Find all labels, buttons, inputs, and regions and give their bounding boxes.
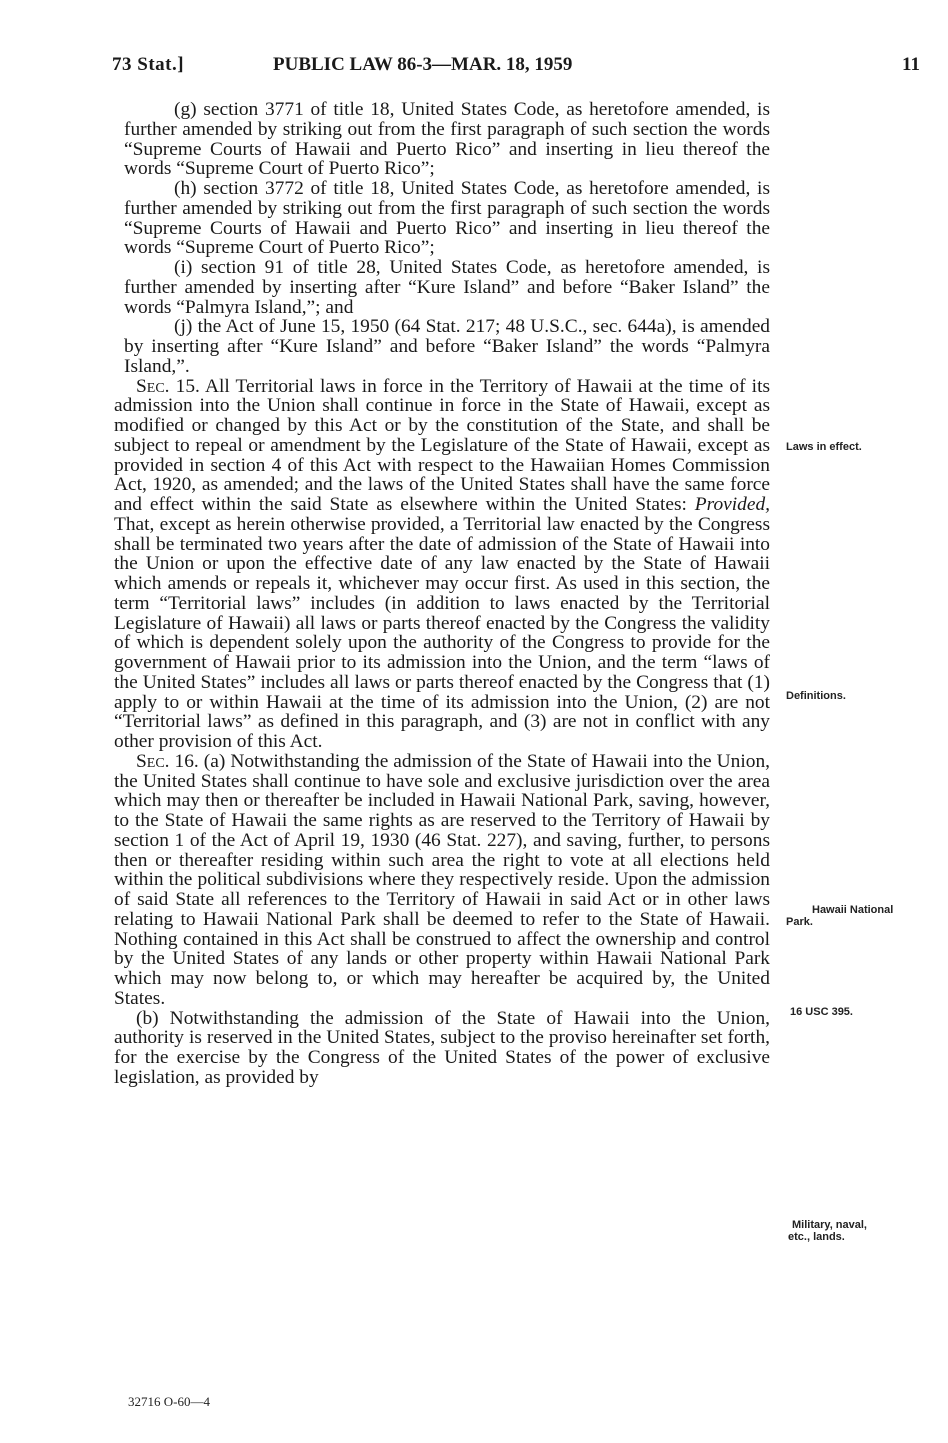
amendment-g: (g) section 3771 of title 18, United States Code, as heretofore amended, is further amended by striking out from the first paragraph of such section the words “Supreme Courts of Hawaii and Puerto Rico” and inserting in lieu thereof the words “Supreme Court of Puerto Rico”; — [124, 99, 770, 180]
stat-reference: 73 Stat.] — [112, 54, 185, 75]
section-16b — [114, 1009, 770, 1088]
margin-note-hawaii-park-line1: Hawaii National — [812, 904, 894, 916]
margin-note-military-line2: etc., lands. — [788, 1231, 845, 1243]
margin-note-usc-ref: 16 USC 395. — [790, 1006, 853, 1018]
section-16-text-a: (a) Notwithstanding the admission of the State of Hawaii into the Union, the United States shall continue to have sole and exclusive jurisdiction over the area which may then or thereafter be included in Hawaii National Park, saving, however, to the State of Hawaii the same rights as are reserved to the Territory of Hawaii by section 1 of the Act of April 19, 1930 (46 Stat. 227), and saving, further, to persons then or thereafter residing within such area the right to vote at all elections held within the political subdivisions where they respectively reside. Upon the admission of said State all references to the Territory of Hawaii in said Act or in other laws relating to Hawaii National Park shall be deemed to refer to the State of Hawaii. Nothing contained in this Act shall be construed to affect the ownership and control by the United States of any lands or other property within Hawaii National Park which may now belong to, or which may hereafter be acquired by, the United States. — [114, 750, 770, 1009]
section-16-text-b: (b) Notwithstanding the admission of the State of Hawaii into the Union, authority is reserved in the United States, subject to the proviso hereinafter set forth, for the exercise by the Congress of the United States of the power of exclusive legislation, as provided by — [114, 1007, 770, 1088]
margin-note-military-line1: Military, naval, — [792, 1219, 867, 1231]
margin-note-definitions: Definitions. — [786, 690, 846, 702]
section-15 — [114, 377, 770, 752]
section-16a — [114, 752, 770, 1009]
section-15-label: Sec. 15. — [136, 375, 200, 397]
section-15-provided: Provided, — [694, 494, 770, 515]
section-16-label: Sec. 16. — [136, 750, 199, 772]
margin-note-laws-in-effect: Laws in effect. — [786, 441, 862, 453]
page-header — [112, 54, 920, 84]
law-title: PUBLIC LAW 86-3—MAR. 18, 1959 — [273, 54, 573, 75]
print-code: 32716 O-60—4 — [128, 1394, 210, 1409]
amendment-h: (h) section 3772 of title 18, United States Code, as heretofore amended, is further amended by striking out from the first paragraph of such section the words “Supreme Courts of Hawaii and Puerto Rico” and inserting in lieu thereof the words “Supreme Court of Puerto Rico”; — [124, 178, 770, 259]
amendment-i: (i) section 91 of title 28, United States Code, as heretofore amended, is further amended by inserting after “Kure Island” and before “Baker Island” the words “Palmyra Island,”; and — [124, 257, 770, 318]
margin-note-hawaii-park-line2: Park. — [786, 916, 813, 928]
page-number: 11 — [902, 54, 920, 75]
section-15-text-b: That, except as herein otherwise provided, a Territorial law enacted by the Congress shall be terminated two years after the date of admission of the State of Hawaii into the Union or upon the effective date of any law enacted by the State of Hawaii which amends or repeals it, whichever may occur first. As used in this section, the term “Territorial laws” includes (in addition to laws enacted by the Territorial Legislature of Hawaii) all laws or parts thereof enacted by the Congress the validity of which is dependent solely upon the authority of the Congress to provide for the government of Hawaii prior to its admission into the Union, and the term “laws of the United States” includes all laws or parts thereof enacted by the Congress that (1) apply to or within Hawaii at the time of its admission into the Union, (2) are not “Territorial laws” as defined in this paragraph, and (3) are not in conflict with any other provision of this Act. — [114, 513, 770, 752]
body-text — [114, 100, 770, 1088]
amendment-list — [114, 100, 770, 377]
amendment-j: (j) the Act of June 15, 1950 (64 Stat. 217; 48 U.S.C., sec. 644a), is amended by inserting after “Kure Island” and before “Baker Island” the words “Palmyra Island,”. — [124, 316, 770, 377]
section-15-text-a: All Territorial laws in force in the Territory of Hawaii at the time of its admission into the Union shall continue in force in the State of Hawaii, except as modified or changed by this Act or by the constitution of the State, and shall be subject to repeal or amendment by the Legislature of the State of Hawaii, except as provided in section 4 of this Act with respect to the Hawaiian Homes Commission Act, 1920, as amended; and the laws of the United States shall have the same force and effect within the said State as elsewhere within the United States: — [114, 375, 770, 515]
